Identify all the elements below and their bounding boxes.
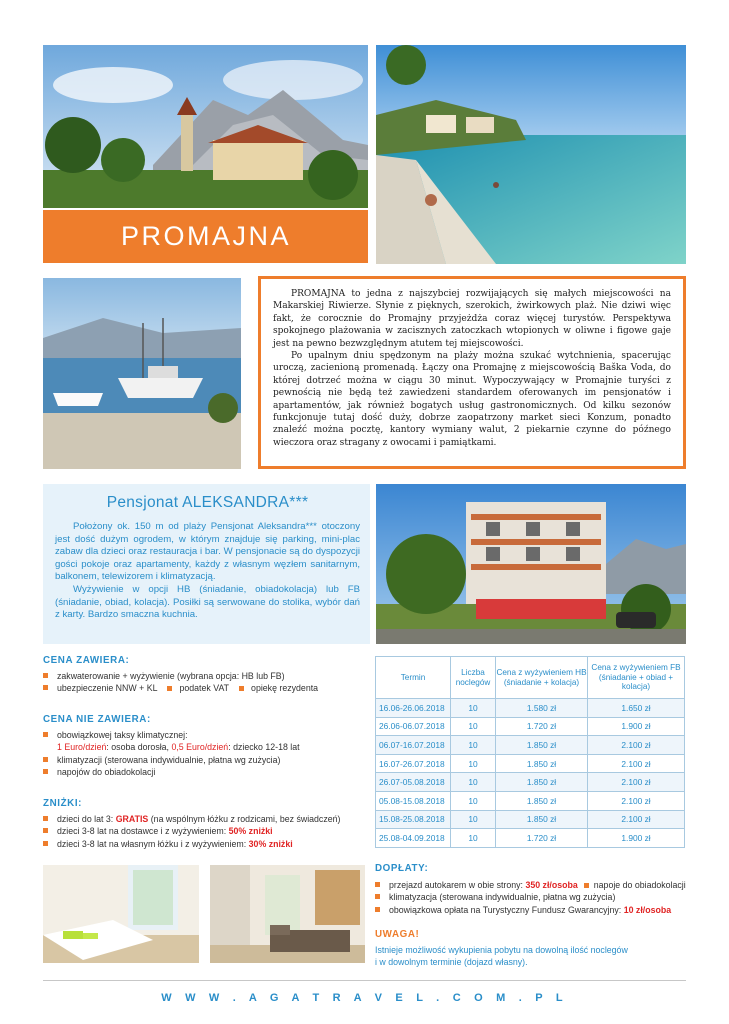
table-header-row <box>376 657 685 699</box>
cena-nie-zawiera-list <box>43 729 373 778</box>
table-cell: 2.100 zł <box>588 736 685 755</box>
list-item: klimatyzacja (sterowana indywidualnie, płatna wg zużycia) <box>375 891 686 903</box>
table-cell: 10 <box>451 754 496 773</box>
table-cell: 1.900 zł <box>588 717 685 736</box>
znizki-list <box>43 813 373 850</box>
table-cell: 10 <box>451 699 496 718</box>
table-row <box>376 829 685 848</box>
cena-zawiera-heading: CENA ZAWIERA: <box>43 655 130 666</box>
uwaga-line: i w dowolnym terminie (dojazd własny). <box>375 957 528 967</box>
list-item: dzieci 3-8 lat na własnym łóżku i z wyżywieniem: 30% zniżki <box>43 838 373 850</box>
table-cell: 2.100 zł <box>588 754 685 773</box>
page-title: PROMAJNA <box>121 221 292 251</box>
table-cell: 26.07-05.08.2018 <box>376 773 451 792</box>
price-table <box>375 656 685 848</box>
table-cell: 10 <box>451 829 496 848</box>
list-item: obowiązkowej taksy klimatycznej: 1 Euro/dzień: osoba dorosła, 0,5 Euro/dzień: dziecko 12-18 lat <box>43 729 373 754</box>
description-box <box>258 276 686 469</box>
table-row <box>376 810 685 829</box>
list-item: ubezpieczenie NNW + KL podatek VAT opiekę rezydenta <box>43 682 373 694</box>
table-cell: 10 <box>451 717 496 736</box>
table-header-cell: Cena z wyżywieniem HB (śniadanie + kolacja) <box>496 657 588 699</box>
table-row <box>376 773 685 792</box>
table-cell: 06.07-16.07.2018 <box>376 736 451 755</box>
description-paragraph: Po upalnym dniu spędzonym na plaży można szukać wytchnienia, spacerując uroczą, zacienioną promenadą. Łączy ona Promajnę z miejscowością Baška Voda, do której dotrzeć można w ciągu 30 minut. Wypoczywający w Promajnie turyści z pewnością nie będą też zawiedzeni standardem oferowanych im pensjonatów i apartamentów, jak również bogatych usług gastronomicznych. Od kilku sezonów funkcjonuje tutaj dość duży, dobrze zaopatrzony market sieci Konzum, ponadto znaleźć można pocztę, kantory wymiany walut, 2 piekarnie czynne do późnego wieczora oraz stragany z owocami i pamiątkami. <box>273 351 671 448</box>
footer-divider <box>43 980 686 981</box>
pension-paragraph: Położony ok. 150 m od plaży Pensjonat Aleksandra*** otoczony jest dość dużym ogrodem, w którym znajduje się parking, mini-plac zabaw dla dzieci oraz restauracja i bar. W pensjonacie są do dyspozycji gości pokoje oraz apartamenty, każdy z własnym węzłem sanitarnym, balkonem, telewizorem i klimatyzacją. <box>55 521 360 583</box>
table-cell: 1.850 zł <box>496 773 588 792</box>
table-cell: 1.720 zł <box>496 717 588 736</box>
table-cell: 10 <box>451 791 496 810</box>
doplaty-list <box>375 879 686 916</box>
list-item: dzieci do lat 3: GRATIS (na wspólnym łóżku z rodzicami, bez świadczeń) <box>43 813 373 825</box>
beach-photo <box>376 45 686 264</box>
table-row <box>376 754 685 773</box>
table-cell: 10 <box>451 773 496 792</box>
village-mountain-photo <box>43 45 368 208</box>
footer-website-link[interactable]: W W W . A G A T R A V E L . C O M . P L <box>161 992 568 1004</box>
table-cell: 15.08-25.08.2018 <box>376 810 451 829</box>
cena-zawiera-list <box>43 670 373 695</box>
table-cell: 10 <box>451 810 496 829</box>
description-paragraph: PROMAJNA to jedna z najszybciej rozwijających się małych miejscowości na Makarskiej Riwierze. Słynie z pięknych, szerokich, żwirkowych plaż. Nie dziwi więc fakt, że corocznie do Promajny przyjeżdża coraz więcej turystów. Perspektywa spokojnego plażowania w zacisznych zatoczkach wtopionych w oliwne i figowe gaje jest na pewno bezwzględnym atutem tej miejscowości. <box>273 289 671 349</box>
table-row <box>376 699 685 718</box>
apartment-room-photo <box>210 865 365 963</box>
table-header-cell: Liczba noclegów <box>451 657 496 699</box>
table-cell: 1.720 zł <box>496 829 588 848</box>
list-item: przejazd autokarem w obie strony: 350 zł/osoba napoje do obiadokolacji <box>375 879 686 891</box>
table-cell: 05.08-15.08.2018 <box>376 791 451 810</box>
pension-building-photo <box>376 484 686 644</box>
table-cell: 25.08-04.09.2018 <box>376 829 451 848</box>
list-item: klimatyzacji (sterowana indywidualnie, płatna wg zużycia) <box>43 754 373 766</box>
table-row <box>376 736 685 755</box>
table-cell: 1.900 zł <box>588 829 685 848</box>
table-header-cell: Termin <box>376 657 451 699</box>
table-cell: 16.07-26.07.2018 <box>376 754 451 773</box>
doplaty-heading: DOPŁATY: <box>375 863 429 874</box>
list-item: obowiązkowa opłata na Turystyczny Fundusz Gwarancyjny: 10 zł/osoba <box>375 904 686 916</box>
uwaga-line: Istnieje możliwość wykupienia pobytu na dowolną ilość noclegów <box>375 945 628 955</box>
bedroom-photo <box>43 865 199 963</box>
table-cell: 2.100 zł <box>588 810 685 829</box>
table-cell: 16.06-26.06.2018 <box>376 699 451 718</box>
pension-title: Pensjonat ALEKSANDRA*** <box>106 494 309 511</box>
table-cell: 1.650 zł <box>588 699 685 718</box>
table-cell: 1.580 zł <box>496 699 588 718</box>
list-item: napojów do obiadokolacji <box>43 766 373 778</box>
table-cell: 10 <box>451 736 496 755</box>
table-cell: 1.850 zł <box>496 736 588 755</box>
table-row <box>376 717 685 736</box>
list-item: dzieci 3-8 lat na dostawce i z wyżywieniem: 50% zniżki <box>43 825 373 837</box>
harbor-boats-photo <box>43 278 241 469</box>
list-item: zakwaterowanie + wyżywienie (wybrana opcja: HB lub FB) <box>43 670 373 682</box>
uwaga-heading: UWAGA! <box>375 929 420 940</box>
table-cell: 1.850 zł <box>496 791 588 810</box>
table-cell: 26.06-06.07.2018 <box>376 717 451 736</box>
pension-panel <box>43 484 370 644</box>
table-header-cell: Cena z wyżywieniem FB (śniadanie + obiad + kolacja) <box>588 657 685 699</box>
znizki-heading: ZNIŻKI: <box>43 798 83 809</box>
table-cell: 1.850 zł <box>496 810 588 829</box>
table-cell: 2.100 zł <box>588 773 685 792</box>
uwaga-text <box>375 944 628 968</box>
table-cell: 2.100 zł <box>588 791 685 810</box>
table-row <box>376 791 685 810</box>
cena-nie-zawiera-heading: CENA NIE ZAWIERA: <box>43 714 151 725</box>
pension-paragraph: Wyżywienie w opcji HB (śniadanie, obiadokolacja) lub FB (śniadanie, obiad, kolacja). Posiłki są serwowane do stolika, wybór dań z karty. Bardzo smaczna kuchnia. <box>55 583 360 621</box>
table-cell: 1.850 zł <box>496 754 588 773</box>
title-banner <box>43 210 368 263</box>
